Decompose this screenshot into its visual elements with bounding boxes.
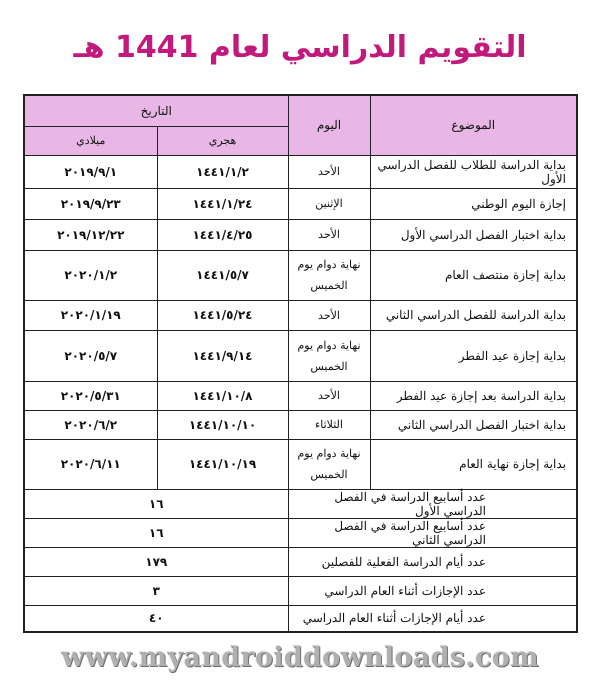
watermark: www.myandroiddownloads.com [61, 642, 539, 673]
row-day: نهاية دوام يوم الخميس [288, 250, 370, 300]
summary-row [24, 489, 577, 518]
summary-row [24, 605, 577, 632]
row-topic: بداية الدراسة للطلاب للفصل الدراسي الأول [370, 155, 577, 188]
row-hijri: ١٤٤١/١٠/١٩ [157, 439, 288, 489]
summary-value: ٤٠ [24, 605, 288, 632]
row-topic: بداية إجازة منتصف العام [370, 250, 577, 300]
summary-label: عدد أسابيع الدراسة في الفصل الدراسي الأول [288, 489, 577, 518]
table-row [24, 439, 577, 489]
table-row [24, 250, 577, 300]
summary-row [24, 547, 577, 576]
row-gregorian: ٢٠٢٠/١/٢ [24, 250, 157, 300]
row-topic: بداية الدراسة بعد إجازة عيد الفطر [370, 381, 577, 410]
row-gregorian: ٢٠١٩/٩/١ [24, 155, 157, 188]
table-row [24, 155, 577, 188]
page-title: التقويم الدراسي لعام 1441 هـ [73, 30, 527, 65]
header-gregorian: ميلادي [24, 126, 157, 155]
row-day: نهاية دوام يوم الخميس [288, 330, 370, 381]
calendar-table [23, 94, 578, 633]
row-hijri: ١٤٤١/١/٢٤ [157, 188, 288, 219]
summary-value: ١٦ [24, 489, 288, 518]
row-hijri: ١٤٤١/١٠/٨ [157, 381, 288, 410]
row-day: الأحد [288, 219, 370, 250]
row-gregorian: ٢٠٢٠/٥/٣١ [24, 381, 157, 410]
row-hijri: ١٤٤١/٥/٧ [157, 250, 288, 300]
row-day: الأحد [288, 155, 370, 188]
row-day: الثلاثاء [288, 410, 370, 439]
table-row [24, 219, 577, 250]
header-topic: الموضوع [370, 95, 577, 155]
table-row [24, 410, 577, 439]
row-gregorian: ٢٠١٩/٩/٢٣ [24, 188, 157, 219]
row-hijri: ١٤٤١/١/٢ [157, 155, 288, 188]
row-day: نهاية دوام يوم الخميس [288, 439, 370, 489]
table-row [24, 300, 577, 330]
row-topic: بداية إجازة نهاية العام [370, 439, 577, 489]
row-gregorian: ٢٠٢٠/١/١٩ [24, 300, 157, 330]
summary-label: عدد أيام الإجازات أثناء العام الدراسي [288, 605, 577, 632]
table-row [24, 188, 577, 219]
row-gregorian: ٢٠٢٠/٦/١١ [24, 439, 157, 489]
header-hijri: هجري [157, 126, 288, 155]
row-day: الأحد [288, 381, 370, 410]
table-row [24, 330, 577, 381]
row-gregorian: ٢٠٢٠/٥/٧ [24, 330, 157, 381]
summary-value: ١٦ [24, 518, 288, 547]
row-topic: بداية اختبار الفصل الدراسي الثاني [370, 410, 577, 439]
row-topic: بداية إجازة عيد الفطر [370, 330, 577, 381]
summary-row [24, 518, 577, 547]
row-day: الأحد [288, 300, 370, 330]
header-day: اليوم [288, 95, 370, 155]
row-hijri: ١٤٤١/٤/٢٥ [157, 219, 288, 250]
header-date: التاريخ [24, 95, 288, 126]
row-hijri: ١٤٤١/٩/١٤ [157, 330, 288, 381]
summary-value: ٣ [24, 576, 288, 605]
summary-row [24, 576, 577, 605]
row-topic: إجازة اليوم الوطني [370, 188, 577, 219]
summary-value: ١٧٩ [24, 547, 288, 576]
row-hijri: ١٤٤١/٥/٢٤ [157, 300, 288, 330]
row-gregorian: ٢٠٢٠/٦/٢ [24, 410, 157, 439]
row-hijri: ١٤٤١/١٠/١٠ [157, 410, 288, 439]
summary-label: عدد الإجازات أثناء العام الدراسي [288, 576, 577, 605]
row-day: الإثنين [288, 188, 370, 219]
row-topic: بداية الدراسة للفصل الدراسي الثاني [370, 300, 577, 330]
summary-label: عدد أسابيع الدراسة في الفصل الدراسي الثاني [288, 518, 577, 547]
row-topic: بداية اختبار الفصل الدراسي الأول [370, 219, 577, 250]
row-gregorian: ٢٠١٩/١٢/٢٢ [24, 219, 157, 250]
table-row [24, 381, 577, 410]
summary-label: عدد أيام الدراسة الفعلية للفصلين [288, 547, 577, 576]
